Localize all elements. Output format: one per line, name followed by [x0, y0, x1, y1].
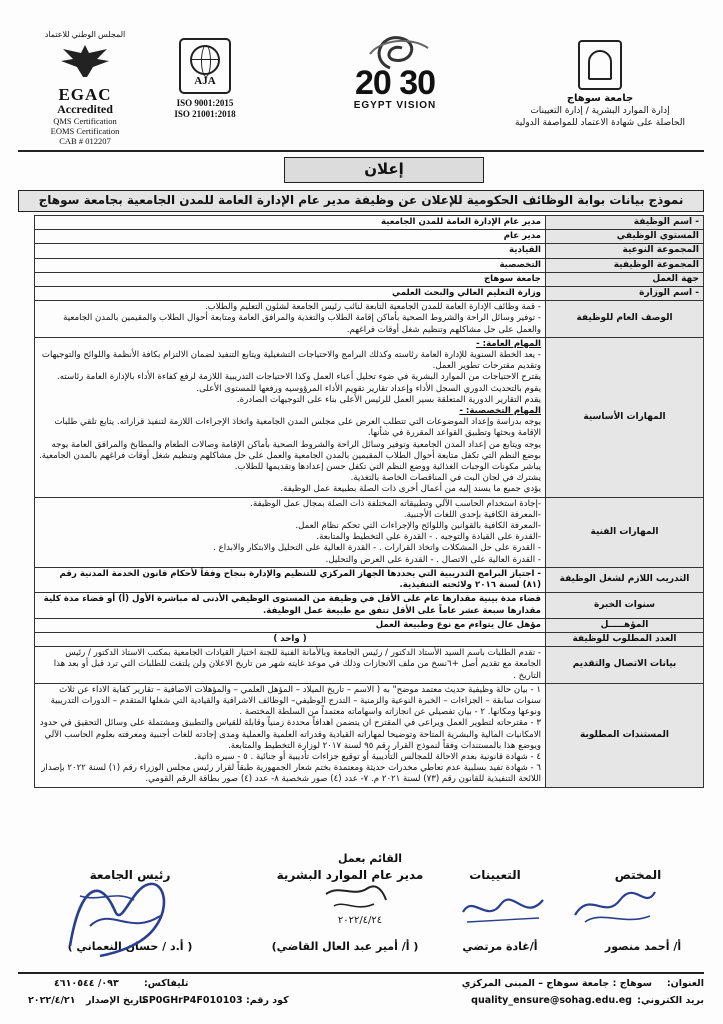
table-row	[35, 287, 704, 301]
appointments-signature	[440, 868, 550, 882]
egac-accredited: Accredited	[57, 102, 113, 116]
tech-skills-value	[35, 497, 546, 567]
table-row	[35, 632, 704, 646]
skill-line: -المعرفة الكافية بإحدى اللغات الأجنبية.	[403, 509, 541, 520]
president-handwritten-signature	[60, 866, 180, 966]
iso-21001: ISO 21001:2018	[174, 109, 236, 119]
skill-line: -القدرة على القيادة والتوجيه . - القدرة على التخطيط والمتابعة.	[316, 532, 541, 543]
training-value: - اجتياز البرامج التدريبية التي يحددها الجهاز المركزي للتنظيم والإدارة بنجاح وفقاً لأحكام قانون الخدمة المدنية رقم (٨١) لسنة ٢٠١٦ ولائحته التنفيذية.	[35, 567, 546, 592]
university-cert: الحاصلة على شهادة الاعتماد للمواصفة الدولية	[515, 118, 685, 128]
header-divider	[18, 150, 704, 152]
issue-date: ٢٠٢٢/٤/٢١	[28, 995, 76, 1006]
tech-skills-label: المهارات الفنية	[546, 497, 704, 567]
category-label: المجموعة الوظيفية	[546, 258, 704, 272]
task-line: يؤدي جميع ما يسند إليه من أعمال أخرى ذات الصلة بطبيعة عمل الوظيفة.	[280, 484, 541, 495]
iso-9001: ISO 9001:2015	[176, 98, 234, 108]
table-row	[35, 244, 704, 258]
skill-line: -إجادة استخدام الحاسب الآلي وتطبيقاته المختلفة ذات الصلة بمجال عمل الوظيفة.	[250, 498, 541, 509]
appointments-role: التعيينات	[469, 868, 521, 882]
code-value: SP0GHrP4F010103	[142, 995, 243, 1006]
experience-label: سنوات الخبرة	[546, 593, 704, 618]
university-name: جامعة سوهاج	[566, 93, 634, 104]
table-row	[35, 272, 704, 286]
egac-arabic: المجلس الوطني للاعتماد	[44, 30, 126, 39]
email-label: بريد الكتروني:	[637, 995, 704, 1006]
task-line: يوجه بدراسة وإعداد الموضوعات التي تتطلب العرض على مجلس المدن الجامعية واتخاذ الإجراءات اللازمة لتنفيذ قراراته. يتابع تلقي طلبات الإقامة وبحثها وتطبيق القواعد المقررة في شأنها.	[54, 417, 541, 439]
handwritten-date: ٢٠٢٢/٤/٢٤	[337, 915, 383, 926]
president-name: ( أ.د / حسان النعماني )	[67, 940, 193, 953]
egac-logo	[20, 30, 150, 146]
president-role: رئيس الجامعة	[89, 868, 171, 882]
count-value: ( واحد )	[35, 632, 546, 646]
contact-value: - تقدم الطلبات باسم السيد الأستاذ الدكتور / رئيس الجامعة وبالأمانة الفنية للجنة اختيار القيادات الجامعية بمكتب الاستاذ الدكتور / رئيس الجامعة مع تقديم أصل +٦نسخ من ملف الانجازات وذلك في موعد غايته شهر من تاريخ الاعلان ولن يلتفت للطلبات التي ترد قبل أو بعد هذا التاريخ .	[35, 647, 546, 684]
hr-name: ( أ/ أمير عبد العال القاضي)	[271, 940, 419, 953]
email-value: quality_ensure@sohag.edu.eg	[471, 995, 632, 1006]
university-seal-icon	[578, 40, 622, 90]
skill-line: - القدرة العالية على الاتصال . - القدرة على العرض والتحليل.	[325, 554, 541, 565]
aja-logo	[150, 38, 260, 120]
task-line: يشترك في لجان البت في المناقصات الخاصة بالتغذية.	[350, 473, 541, 484]
task-line: يوجه ويتابع من إعداد المدن الجامعية وتوفير وسائل الراحة والشروط الصحية بأماكن الإقامة وصالات الطعام والمطابخ والمرافق العامة يوجه بوضع النظم التي تكفل متابعة أحوال الطلاب المقيمين بالمدن الجامعية والعمل على حل مشاكلهم وتنظيم شغل أوقات فراغهم بالمدن الجامعية.	[39, 439, 541, 461]
footer-divider	[18, 972, 704, 974]
count-label: العدد المطلوب للوظيفة	[546, 632, 704, 646]
special-tasks-title: المهام التخصصية: -	[459, 406, 541, 417]
document-line: ٤ - شهادة قانونية بعدم الاحالة للمجالس التأديبية أو توقيع جزاءات تأديبية أو جنائية . ٥ - سيره ذاتية.	[194, 751, 541, 762]
aja-emblem	[179, 38, 231, 94]
table-row	[35, 258, 704, 272]
egac-cab: CAB # 012207	[59, 136, 111, 146]
table-row	[35, 618, 704, 632]
description-label: الوصف العام للوظيفة	[546, 301, 704, 338]
description-line: - قمة وظائف الإدارة العامة للمدن الجامعية التابعة لنائب رئيس الجامعة لشئون التعليم والطلاب.	[204, 302, 541, 313]
vision-swirl-icon	[350, 30, 440, 72]
table-row	[35, 647, 704, 684]
aja-name: AJA	[194, 75, 216, 87]
description-line: - توفير وسائل الراحة والشروط الصحية بأماكن إقامة الطلاب والتغذية والمرافق العامة ومتابعة أحوال الطلاب والمقيمين بالمدن الجامعية والعمل على حل مشاكلهم وتنظيم شغل أوقات فراغهم.	[63, 313, 541, 335]
task-line: يباشر مكونات الوجبات الغذائية ووضع النظم التي تكفل حسن إعدادها وتقديمها للطلاب.	[234, 462, 541, 473]
table-row	[35, 593, 704, 618]
description-value	[35, 301, 546, 338]
appointments-handwritten-signature	[455, 882, 550, 932]
globe-icon	[190, 45, 220, 75]
table-row	[35, 216, 704, 230]
level-value: مدير عام	[35, 230, 546, 244]
task-line: يقدم التقارير الدورية المتعلقة بسير العمل للرئيس الأعلى بناء على التوجيهات الصادرة.	[236, 394, 541, 405]
announcement-subtitle: نموذج بيانات بوابة الوظائف الحكومية للإعلان عن وظيفة مدير عام الإدارة العامة للمدن الجامعية بجامعة سوهاج	[18, 190, 704, 212]
document-line: ٦ - شهادة تفيد بسلبية عدم تعاطي مخدرات حديثة ومعتمدة بختم شعار الجمهورية طبقاً لقرار رئيس مجلس الوزراء رقم (١) لسنة ٢٠٢٢ بإصدار اللائحة التنفيذية للقانون رقم (٧٣) لسنة ٢٠٢١ م. ٧- عدد (٤) صور شخصية ٨- عدد (٤) صور بطاقة الرقم القومي.	[41, 763, 541, 785]
skills-label: المهارات الأساسية	[546, 337, 704, 497]
ministry-value: وزارة التعليم العالي والبحث العلمي	[35, 287, 546, 301]
table-row	[35, 683, 704, 787]
letterhead	[20, 30, 700, 150]
skills-value	[35, 337, 546, 497]
documents-value	[35, 683, 546, 787]
table-row	[35, 301, 704, 338]
training-label: التدريب اللازم لشغل الوظيفة	[546, 567, 704, 592]
egac-cert2: EOMS Certification	[50, 126, 120, 136]
egypt-vision-logo	[320, 30, 470, 111]
fax-label: تليفاكس:	[144, 978, 189, 989]
category-value: التخصصية	[35, 258, 546, 272]
level-label: المستوي الوظيفي	[546, 230, 704, 244]
table-row	[35, 230, 704, 244]
vision-year: 20 30	[354, 64, 436, 102]
announcement-label: إعلان	[284, 157, 484, 183]
egac-name: EGAC	[58, 85, 112, 104]
competent-role: المختص	[614, 868, 662, 882]
announcement-bar	[18, 157, 704, 183]
table-row	[35, 497, 704, 567]
group-label: المجموعة النوعية	[546, 244, 704, 258]
address-value: سوهاج : جامعة سوهاج – المبنى المركزي	[461, 978, 652, 989]
issue-label: تاريخ الإصدار	[86, 995, 147, 1006]
competent-handwritten-signature	[570, 880, 660, 930]
general-tasks-title: المهام العامة: -	[476, 338, 541, 349]
job-details-table	[34, 215, 704, 788]
task-line: يقترح الاحتياجات من الموارد البشرية في ضوء تحليل أعباء العمل وكذا الاحتياجات التدريبية اللازمة لرفع كفاءة الأداء بالإدارة العامة رئاسته.	[57, 372, 541, 383]
hr-role: مدير عام الموارد البشرية	[276, 868, 424, 882]
egac-cert1: QMS Certification	[53, 116, 117, 126]
qualification-value: مؤهل عال يتواءم مع نوع وطبيعة العمل	[35, 618, 546, 632]
group-value: القيادية	[35, 244, 546, 258]
competent-name: أ/ أحمد منصور	[604, 940, 682, 953]
experience-value: قضاء مدة بينية مقدارها عام على الأقل في وظيفة من المستوى الوظيفي الأدنى له مباشرة الأول (أ) أو قضاء مدة كلية مقدارها سبعة عشر عاماً على الأقل تتفق مع طبيعة عمل الوظيفة.	[35, 593, 546, 618]
table-row	[35, 567, 704, 592]
qualification-label: المؤهـــــل	[546, 618, 704, 632]
task-line: - يعد الخطة السنوية للإدارة العامة رئاسته وكذلك البرامج والاحتياجات التشغيلية ويتابع التنفيذ لضمان الالتزام بكافة الأنظمة واللوائح والتوجيهات وتقديم مقترحات تطوير العمل.	[41, 350, 541, 372]
university-dept: إدارة الموارد البشرية / إدارة التعيينات	[530, 106, 670, 116]
job-name-value: مدير عام الإدارة العامة للمدن الجامعية	[35, 216, 546, 230]
fax-value: ٠٩٣/ ٤٦١٠٥٤٤	[54, 978, 119, 989]
ministry-label: - اسم الوزارة	[546, 287, 704, 301]
task-line: يقوم بالتحديث الدوري السجل الأداء وإعداد تقارير تقويم الأداء المرؤوسيه ورفعها للمستوى الأعلى.	[196, 383, 541, 394]
skill-line: -المعرفة الكافية بالقوانين واللوائح والإجراءات التي تحكم نظام العمل.	[295, 521, 541, 532]
code-label: كود رقم:	[246, 995, 289, 1006]
document-line: ٣ - مقترحاته لتطوير العمل ويراعى في المقترح ان يتضمن اهدافاً محددة زمنياً وقابلة للقياس والتطبيق ومشتملة على وسائل التحقيق في حدود الامكانيات المالية والبشرية المتاحة وتوضيحا لمهاراته القيادية وقدراته العلمية والعملية ومدى إجادته للغات أجنبية ومعرفته بعلوم الحاسب الآلي ويوضع هذا بالمستندات وفقاً لنموذج القرار رقم ٩٥ لسنة ٢٠١٧ لوزارة التخطيط والمتابعة.	[39, 718, 541, 751]
contact-label: بيانات الاتصال والتقديم	[546, 647, 704, 684]
vision-text: EGYPT VISION	[353, 100, 437, 111]
university-logo	[500, 40, 700, 129]
employer-value: جامعة سوهاج	[35, 272, 546, 286]
table-row	[35, 337, 704, 497]
appointments-name: أ/غادة مرتضي	[462, 940, 538, 953]
document-line: ١ - بيان حالة وظيفية حديث معتمد موضح" به ( الاسم – تاريخ الميلاد – المؤهل العلمي – والمؤهلات الاضافية – تقارير كفاية الاداء عن ثلاث سنوات سابقة – الجزاءات – الخبرة النوعية والزمنية – التدرج الوظيفي– الوظائف الاشرافية والقيادية التي شغلها المتقدم – الدورات التدريبية ونوعها ومكانها. ٢ - بيان تفصيلي عن انجازاته واسهاماته معتمداً من السلطة المختصة .	[50, 684, 541, 718]
acting-title: القائم بعمل	[337, 852, 403, 865]
employer-label: جهة العمل	[546, 272, 704, 286]
skill-line: - القدرة على حل المشكلات واتخاذ القرارات . - القدرة العالية على التحليل والابتكار والابداع .	[213, 543, 541, 554]
address-label: العنوان:	[666, 978, 704, 989]
eagle-icon	[55, 41, 115, 79]
job-name-label: - اسم الوظيفة	[546, 216, 704, 230]
documents-label: المستندات المطلوبة	[546, 683, 704, 787]
